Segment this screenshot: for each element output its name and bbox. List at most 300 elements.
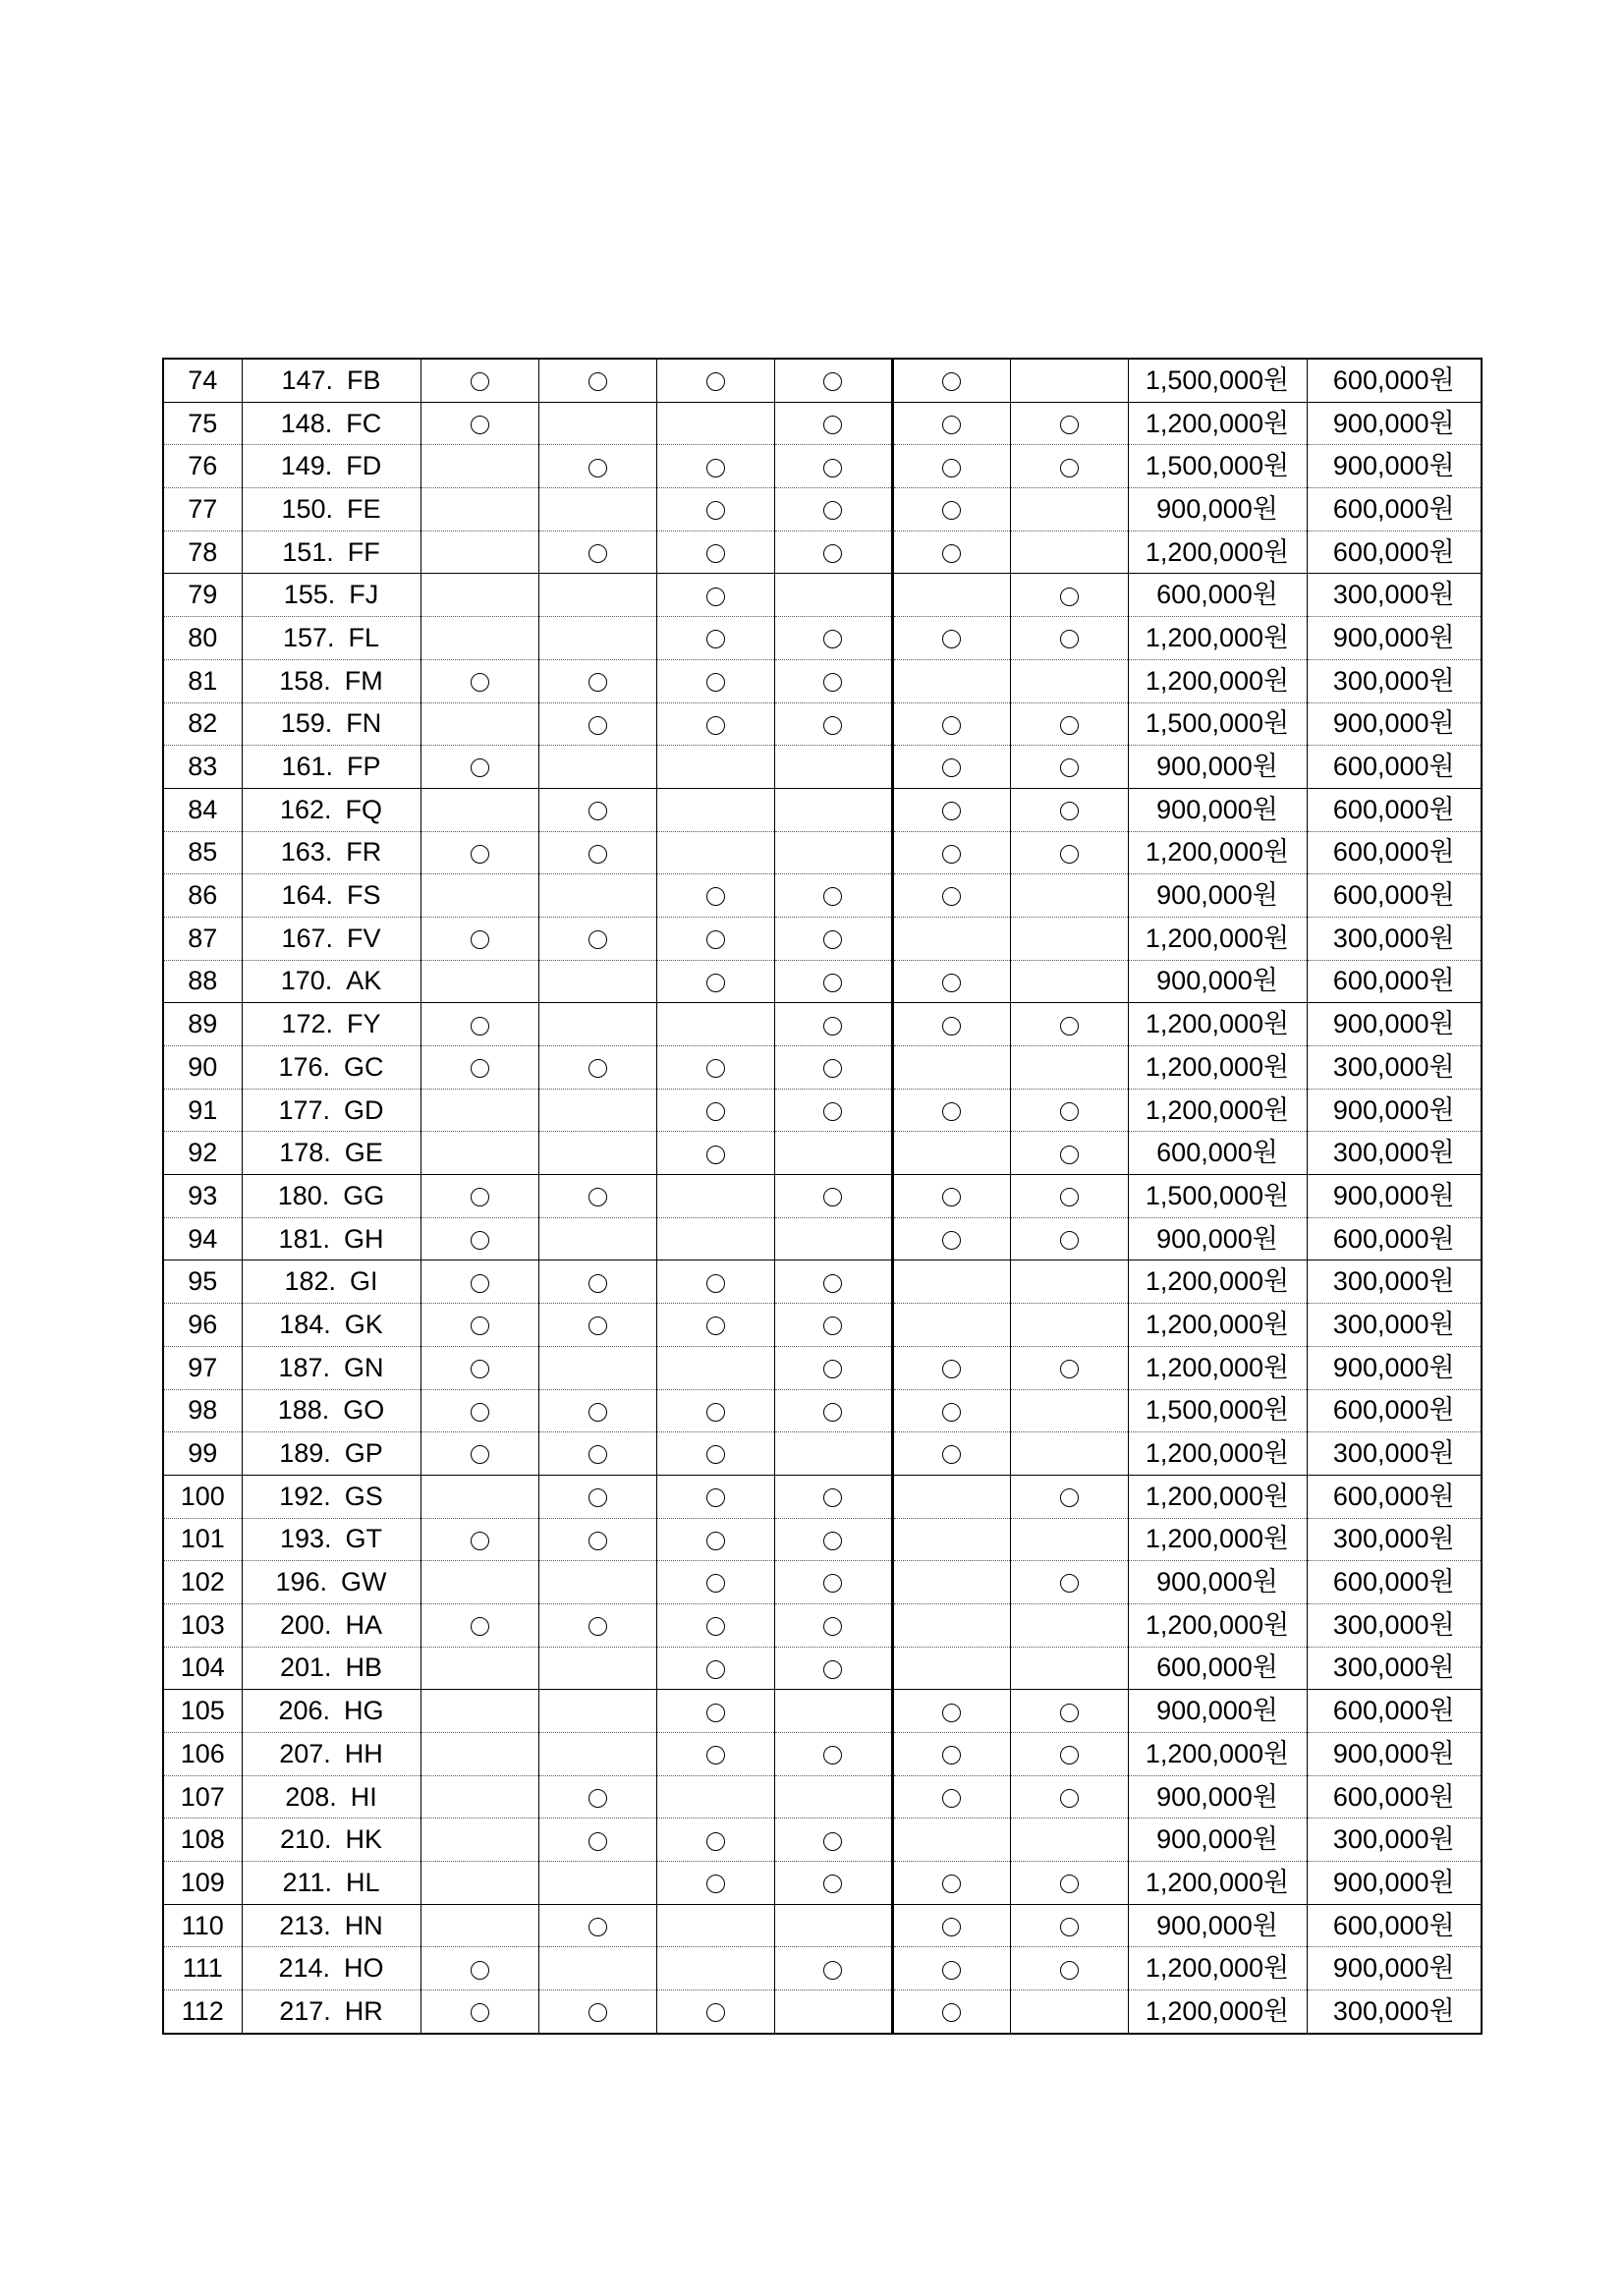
circle-mark-icon <box>588 544 607 563</box>
entry-id: 208. <box>285 1781 337 1812</box>
mark-cell <box>892 1990 1010 2034</box>
row-number: 76 <box>163 445 242 488</box>
entry-letters: GW <box>341 1567 387 1597</box>
entry-letters: GD <box>344 1094 384 1125</box>
row-number: 75 <box>163 402 242 445</box>
circle-mark-icon <box>1060 758 1079 777</box>
entry-id: 164. <box>281 880 334 911</box>
mark-cell <box>538 1260 656 1304</box>
amount-second: 300,000원 <box>1307 659 1482 702</box>
mark-cell <box>892 1389 1010 1432</box>
row-number: 84 <box>163 788 242 831</box>
mark-cell <box>892 1175 1010 1218</box>
amount-second: 600,000원 <box>1307 960 1482 1003</box>
entry-letters: FM <box>344 665 383 696</box>
entry-id: 178. <box>279 1138 331 1168</box>
amount-second: 300,000원 <box>1307 1647 1482 1690</box>
row-number: 94 <box>163 1217 242 1260</box>
mark-cell <box>892 917 1010 960</box>
mark-cell <box>774 1819 892 1862</box>
mark-cell <box>892 1819 1010 1862</box>
mark-cell <box>1010 1346 1128 1389</box>
mark-cell <box>420 1904 538 1947</box>
circle-mark-icon <box>706 544 725 563</box>
entry-code <box>281 710 382 737</box>
mark-cell <box>420 617 538 660</box>
circle-mark-icon <box>471 1532 489 1550</box>
table-row <box>163 1947 1482 1990</box>
mark-cell <box>656 574 774 617</box>
circle-mark-icon <box>1060 1017 1079 1036</box>
entry-letters: GI <box>350 1266 378 1297</box>
row-number: 98 <box>163 1389 242 1432</box>
mark-cell <box>420 1947 538 1990</box>
entry-id: 217. <box>279 1995 331 2026</box>
table-row <box>163 1046 1482 1090</box>
mark-cell <box>774 1217 892 1260</box>
mark-cell <box>656 488 774 532</box>
circle-mark-icon <box>1060 802 1079 820</box>
amount-total: 900,000원 <box>1128 874 1307 918</box>
mark-cell <box>1010 1775 1128 1819</box>
entry-code-cell <box>242 1819 420 1862</box>
entry-letters: HN <box>344 1910 383 1940</box>
amount-second: 300,000원 <box>1307 1518 1482 1561</box>
entry-code-cell <box>242 1733 420 1776</box>
mark-cell <box>774 788 892 831</box>
entry-code <box>281 882 380 909</box>
mark-cell <box>774 960 892 1003</box>
mark-cell <box>774 917 892 960</box>
entry-id: 211. <box>282 1867 333 1897</box>
circle-mark-icon <box>588 673 607 692</box>
table-row <box>163 445 1482 488</box>
entry-code <box>280 1826 382 1853</box>
amount-total: 1,200,000원 <box>1128 831 1307 874</box>
entry-id: 193. <box>279 1524 332 1554</box>
circle-mark-icon <box>823 1875 842 1893</box>
mark-cell <box>420 874 538 918</box>
amount-total: 1,200,000원 <box>1128 1603 1307 1647</box>
entry-letters: HR <box>344 1995 383 2026</box>
mark-cell <box>892 1904 1010 1947</box>
circle-mark-icon <box>942 974 961 992</box>
mark-cell <box>656 1690 774 1733</box>
amount-total: 900,000원 <box>1128 1561 1307 1604</box>
circle-mark-icon <box>588 459 607 477</box>
circle-mark-icon <box>942 1102 961 1121</box>
entry-letters: GE <box>344 1138 383 1168</box>
mark-cell <box>774 702 892 746</box>
mark-cell <box>420 1819 538 1862</box>
circle-mark-icon <box>823 930 842 949</box>
amount-total: 1,200,000원 <box>1128 617 1307 660</box>
entry-code <box>279 1995 383 2026</box>
table-row <box>163 917 1482 960</box>
circle-mark-icon <box>1060 1875 1079 1893</box>
table-row <box>163 617 1482 660</box>
mark-cell <box>420 659 538 702</box>
entry-code-cell <box>242 1904 420 1947</box>
mark-cell <box>538 746 656 789</box>
mark-cell <box>420 1990 538 2034</box>
mark-cell <box>1010 402 1128 445</box>
entry-letters: GG <box>343 1180 385 1210</box>
mark-cell <box>774 874 892 918</box>
entry-id: 177. <box>278 1094 331 1125</box>
mark-cell <box>1010 1432 1128 1476</box>
entry-letters: FJ <box>349 580 379 610</box>
mark-cell <box>1010 1518 1128 1561</box>
mark-cell <box>538 1432 656 1476</box>
amount-total: 900,000원 <box>1128 1775 1307 1819</box>
circle-mark-icon <box>823 416 842 434</box>
circle-mark-icon <box>823 1961 842 1980</box>
circle-mark-icon <box>588 1403 607 1422</box>
mark-cell <box>774 1304 892 1347</box>
amount-total: 1,200,000원 <box>1128 402 1307 445</box>
mark-cell <box>892 1132 1010 1175</box>
amount-second: 300,000원 <box>1307 1819 1482 1862</box>
amount-second: 300,000원 <box>1307 1132 1482 1175</box>
mark-cell <box>892 574 1010 617</box>
entry-code-cell <box>242 1046 420 1090</box>
entry-code-cell <box>242 1690 420 1733</box>
mark-cell <box>656 359 774 402</box>
entry-code <box>278 1698 383 1724</box>
circle-mark-icon <box>706 1617 725 1636</box>
mark-cell <box>656 917 774 960</box>
entry-code <box>278 1051 384 1082</box>
entry-letters: HK <box>345 1824 383 1855</box>
table-row <box>163 359 1482 402</box>
table-row <box>163 788 1482 831</box>
circle-mark-icon <box>1060 1574 1079 1593</box>
row-number: 105 <box>163 1690 242 1733</box>
amount-second: 600,000원 <box>1307 1690 1482 1733</box>
amount-total: 1,200,000원 <box>1128 659 1307 702</box>
entry-code-cell <box>242 1518 420 1561</box>
circle-mark-icon <box>471 1059 489 1078</box>
table-row <box>163 1990 1482 2034</box>
amount-total: 1,200,000원 <box>1128 1862 1307 1905</box>
circle-mark-icon <box>942 1445 961 1464</box>
entry-code-cell <box>242 617 420 660</box>
table-row <box>163 574 1482 617</box>
entry-code <box>281 1011 380 1037</box>
circle-mark-icon <box>471 1360 489 1378</box>
mark-cell <box>538 1947 656 1990</box>
circle-mark-icon <box>706 673 725 692</box>
circle-mark-icon <box>942 1360 961 1378</box>
mark-cell <box>656 1561 774 1604</box>
mark-cell <box>420 1690 538 1733</box>
amount-second: 600,000원 <box>1307 1775 1482 1819</box>
mark-cell <box>538 874 656 918</box>
circle-mark-icon <box>823 1274 842 1293</box>
amount-second: 600,000원 <box>1307 831 1482 874</box>
row-number: 112 <box>163 1990 242 2034</box>
table-row <box>163 874 1482 918</box>
mark-cell <box>420 1432 538 1476</box>
entry-id: 189. <box>279 1438 331 1469</box>
mark-cell <box>656 1389 774 1432</box>
mark-cell <box>656 1775 774 1819</box>
mark-cell <box>656 1003 774 1046</box>
circle-mark-icon <box>823 716 842 735</box>
mark-cell <box>1010 1389 1128 1432</box>
entry-code-cell <box>242 445 420 488</box>
mark-cell <box>774 1733 892 1776</box>
mark-cell <box>1010 1947 1128 1990</box>
mark-cell <box>538 1862 656 1905</box>
mark-cell <box>1010 1819 1128 1862</box>
entry-code-cell <box>242 788 420 831</box>
amount-second: 300,000원 <box>1307 1990 1482 2034</box>
entry-id: 180. <box>277 1180 330 1210</box>
entry-letters: GT <box>345 1524 383 1554</box>
circle-mark-icon <box>823 673 842 692</box>
table-row <box>163 1904 1482 1947</box>
row-number: 80 <box>163 617 242 660</box>
entry-letters: GP <box>344 1438 383 1469</box>
mark-cell <box>420 1518 538 1561</box>
circle-mark-icon <box>942 1704 961 1722</box>
mark-cell <box>774 445 892 488</box>
amount-total: 1,200,000원 <box>1128 1304 1307 1347</box>
circle-mark-icon <box>942 630 961 648</box>
entry-letters: FR <box>346 837 382 868</box>
mark-cell <box>420 831 538 874</box>
entry-id: 213. <box>279 1910 331 1940</box>
mark-cell <box>1010 831 1128 874</box>
row-number: 96 <box>163 1304 242 1347</box>
circle-mark-icon <box>706 2003 725 2022</box>
mark-cell <box>420 1561 538 1604</box>
table-row <box>163 1089 1482 1132</box>
entry-id: 172. <box>281 1009 334 1039</box>
amount-second: 300,000원 <box>1307 1046 1482 1090</box>
mark-cell <box>538 917 656 960</box>
mark-cell <box>892 1304 1010 1347</box>
entry-code-cell <box>242 1432 420 1476</box>
circle-mark-icon <box>588 930 607 949</box>
entry-id: 150. <box>281 493 334 524</box>
mark-cell <box>892 617 1010 660</box>
entry-letters: FN <box>346 708 382 739</box>
mark-cell <box>774 659 892 702</box>
circle-mark-icon <box>706 1532 725 1550</box>
amount-total: 900,000원 <box>1128 488 1307 532</box>
table-row <box>163 1304 1482 1347</box>
amount-second: 600,000원 <box>1307 874 1482 918</box>
circle-mark-icon <box>942 1231 961 1250</box>
circle-mark-icon <box>942 459 961 477</box>
mark-cell <box>1010 1260 1128 1304</box>
mark-cell <box>656 1603 774 1647</box>
circle-mark-icon <box>706 1660 725 1679</box>
circle-mark-icon <box>823 1188 842 1206</box>
entry-code <box>281 839 382 866</box>
mark-cell <box>656 874 774 918</box>
mark-cell <box>656 1089 774 1132</box>
circle-mark-icon <box>823 1746 842 1764</box>
entry-letters: HL <box>346 1867 380 1897</box>
circle-mark-icon <box>706 1574 725 1593</box>
mark-cell <box>538 1990 656 2034</box>
circle-mark-icon <box>1060 588 1079 606</box>
mark-cell <box>1010 1862 1128 1905</box>
circle-mark-icon <box>1060 416 1079 434</box>
mark-cell <box>420 1304 538 1347</box>
mark-cell <box>420 402 538 445</box>
circle-mark-icon <box>1060 1188 1079 1206</box>
mark-cell <box>420 788 538 831</box>
mark-cell <box>538 402 656 445</box>
mark-cell <box>774 402 892 445</box>
circle-mark-icon <box>942 1403 961 1422</box>
mark-cell <box>538 1217 656 1260</box>
entry-code-cell <box>242 1389 420 1432</box>
table-row <box>163 1862 1482 1905</box>
table-row <box>163 659 1482 702</box>
amount-total: 600,000원 <box>1128 1647 1307 1690</box>
mark-cell <box>892 1518 1010 1561</box>
table-row <box>163 1603 1482 1647</box>
entry-letters: FC <box>346 408 382 438</box>
table-row <box>163 1389 1482 1432</box>
circle-mark-icon <box>706 930 725 949</box>
amount-second: 900,000원 <box>1307 617 1482 660</box>
circle-mark-icon <box>823 1316 842 1335</box>
circle-mark-icon <box>942 416 961 434</box>
circle-mark-icon <box>1060 1746 1079 1764</box>
mark-cell <box>656 1217 774 1260</box>
entry-letters: HG <box>344 1696 384 1726</box>
entry-code-cell <box>242 1003 420 1046</box>
entry-id: 157. <box>282 622 335 652</box>
mark-cell <box>774 1346 892 1389</box>
circle-mark-icon <box>942 2003 961 2022</box>
mark-cell <box>892 359 1010 402</box>
mark-cell <box>656 1346 774 1389</box>
mark-cell <box>538 1003 656 1046</box>
table-row <box>163 488 1482 532</box>
entry-code <box>279 1738 383 1768</box>
amount-second: 900,000원 <box>1307 1346 1482 1389</box>
circle-mark-icon <box>588 1316 607 1335</box>
entry-id: 151. <box>282 536 334 567</box>
table-row <box>163 1346 1482 1389</box>
mark-cell <box>420 746 538 789</box>
mark-cell <box>420 445 538 488</box>
mark-cell <box>656 402 774 445</box>
circle-mark-icon <box>942 887 961 906</box>
circle-mark-icon <box>706 372 725 391</box>
entry-code <box>281 925 380 952</box>
mark-cell <box>420 1346 538 1389</box>
circle-mark-icon <box>588 2003 607 2022</box>
mark-cell <box>420 1775 538 1819</box>
circle-mark-icon <box>942 758 961 777</box>
amount-total: 1,200,000원 <box>1128 1003 1307 1046</box>
circle-mark-icon <box>471 2003 489 2022</box>
amount-total: 900,000원 <box>1128 746 1307 789</box>
entry-id: 159. <box>280 708 333 739</box>
table-row <box>163 1647 1482 1690</box>
circle-mark-icon <box>1060 1102 1079 1121</box>
circle-mark-icon <box>942 1789 961 1808</box>
entry-code-cell <box>242 1132 420 1175</box>
amount-total: 1,200,000원 <box>1128 917 1307 960</box>
mark-cell <box>1010 917 1128 960</box>
entry-code-cell <box>242 659 420 702</box>
circle-mark-icon <box>1060 1488 1079 1507</box>
mark-cell <box>774 1561 892 1604</box>
amount-total: 900,000원 <box>1128 788 1307 831</box>
circle-mark-icon <box>706 630 725 648</box>
entry-letters: FB <box>347 364 381 395</box>
mark-cell <box>892 531 1010 574</box>
entry-id: 176. <box>278 1051 331 1082</box>
amount-total: 1,500,000원 <box>1128 702 1307 746</box>
mark-cell <box>656 1132 774 1175</box>
mark-cell <box>892 1046 1010 1090</box>
entry-id: 196. <box>275 1567 328 1597</box>
circle-mark-icon <box>942 501 961 520</box>
entry-letters: HA <box>345 1609 383 1640</box>
entry-code <box>281 493 381 524</box>
mark-cell <box>538 702 656 746</box>
mark-cell <box>892 1346 1010 1389</box>
circle-mark-icon <box>1060 845 1079 864</box>
mark-cell <box>1010 1089 1128 1132</box>
mark-cell <box>774 1132 892 1175</box>
amount-second: 600,000원 <box>1307 1389 1482 1432</box>
entry-id: 170. <box>280 966 333 996</box>
entry-code <box>282 622 380 652</box>
entry-letters: FQ <box>345 794 383 824</box>
mark-cell <box>1010 1003 1128 1046</box>
amount-second: 900,000원 <box>1307 1733 1482 1776</box>
circle-mark-icon <box>942 1875 961 1893</box>
amount-total: 1,200,000원 <box>1128 1346 1307 1389</box>
circle-mark-icon <box>588 1488 607 1507</box>
mark-cell <box>538 1389 656 1432</box>
entry-letters: AK <box>346 966 382 996</box>
mark-cell <box>892 1217 1010 1260</box>
entry-code-cell <box>242 746 420 789</box>
mark-cell <box>1010 1175 1128 1218</box>
mark-cell <box>420 574 538 617</box>
entry-letters: FY <box>347 1009 381 1039</box>
mark-cell <box>538 1475 656 1518</box>
mark-cell <box>774 1260 892 1304</box>
mark-cell <box>774 1003 892 1046</box>
mark-cell <box>774 359 892 402</box>
table-row <box>163 746 1482 789</box>
row-number: 101 <box>163 1518 242 1561</box>
entry-code-cell <box>242 574 420 617</box>
circle-mark-icon <box>823 1017 842 1036</box>
circle-mark-icon <box>1060 716 1079 735</box>
entry-id: 206. <box>278 1696 331 1726</box>
mark-cell <box>774 1947 892 1990</box>
mark-cell <box>1010 746 1128 789</box>
circle-mark-icon <box>942 1918 961 1936</box>
entry-code <box>279 1140 383 1166</box>
circle-mark-icon <box>706 1274 725 1293</box>
